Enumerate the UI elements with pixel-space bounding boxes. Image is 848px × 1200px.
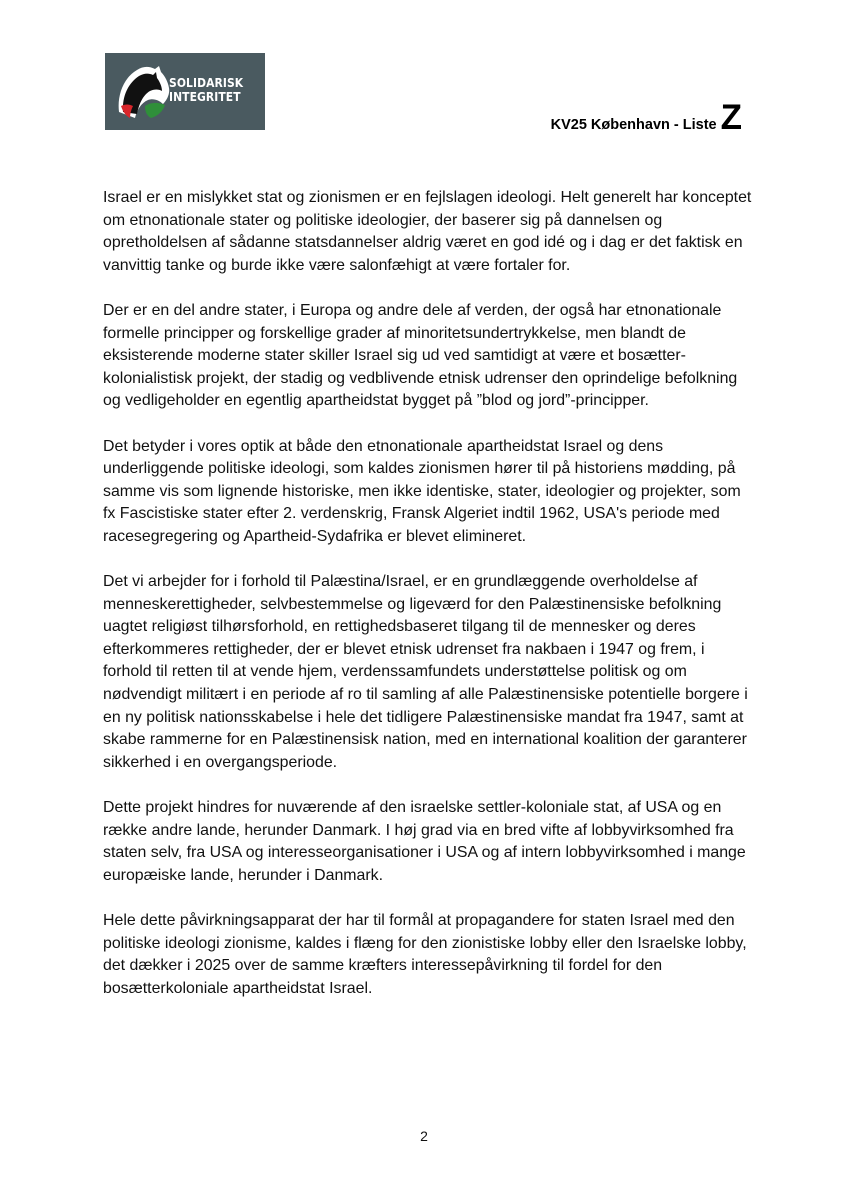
paragraph: Hele dette påvirkningsapparat der har til formål at propagandere for staten Israel med den politiske ideologi zionisme, kaldes i flæng for den zionistiske lobby eller den Israelske lobby, det dækker i 2025 over de samme kræfters interessepåvirkning til fordel for den bosætterkoloniale apartheidstat Israel. — [103, 912, 747, 997]
logo-text-line1: SOLIDARISK — [169, 75, 244, 90]
paragraph: Israel er en mislykket stat og zionismen er en fejlslagen ideologi. Helt generelt har konceptet om etnonationale stater og politiske ideologier, der baserer sig på dannelsen og opretholdelsen af sådanne statsdannelser aldrig været en god idé og i dag er det faktisk en vanvittig tanke og burde ikke være salonfæhigt at være fortaler for. — [103, 189, 752, 274]
paragraph: Dette projekt hindres for nuværende af den israelske settler-koloniale stat, af USA og en række andre lande, herunder Danmark. I høj grad via en bred vifte af lobbyvirksomhed fra staten selv, fra USA og interesseorganisationer i USA og af intern lobbyvirksomhed i mange europæiske lande, herunder i Danmark. — [103, 799, 746, 884]
paragraph: Der er en del andre stater, i Europa og andre dele af verden, der også har etnonationale formelle principper og forskellige grader af minoritetsundertrykkelse, men blandt de eksisterende moderne stater skiller Israel sig ud ved samtidigt at være et bosætter-kolonialistisk projekt, der stadig og vedblivende etnisk udrenser den oprindelige befolkning og vedligeholder en egentlig apartheidstat bygget på ”blod og jord”-principper. — [103, 301, 738, 410]
paragraph: Det betyder i vores optik at både den etnonationale apartheidstat Israel og dens underliggende politiske ideologi, som kaldes zionismen hører til på historiens mødding, på samme vis som lignende historiske, men ikke identiske, stater, ideologier og projekter, som fx Fascistiske stater efter 2. verdenskrig, Fransk Algeriet indtil 1962, USA's periode med racesegregering og Apartheid-Sydafrika er blevet elimineret. — [103, 437, 741, 545]
document-body — [103, 187, 753, 1023]
header-title: KV25 København - Liste — [550, 117, 717, 133]
organization-logo — [105, 53, 265, 130]
horse-head-icon — [115, 60, 171, 122]
list-letter: Z — [720, 98, 742, 137]
paragraph: Det vi arbejder for i forhold til Palæstina/Israel, er en grundlæggende overholdelse af menneskerettigheder, selvbestemmelse og ligeværd for den Palæstinensiske befolkning uagtet religiøst tilhørsforhold, en rettighedsbaseret tilgang til de mennesker og deres efterkommeres rettigheder, der er blevet etnisk udrenset fra nakbaen i 1947 og frem, i forhold til retten til at vende hjem, verdenssamfundets understøttelse politisk og om nødvendigt militært i en periode af ro til samling af alle Palæstinensiske potentielle borgere i en ny politisk nationsskabelse i hele det tidligere Palæstinensiske mandat fra 1947, samt at skabe rammerne for en Palæstinensisk nation, med en international koalition der garanterer sikkerhed i en overgangsperiode. — [103, 573, 748, 771]
logo-text-line2: INTEGRITET — [169, 89, 241, 104]
page-number: 2 — [420, 1128, 428, 1144]
document-header — [551, 100, 742, 135]
